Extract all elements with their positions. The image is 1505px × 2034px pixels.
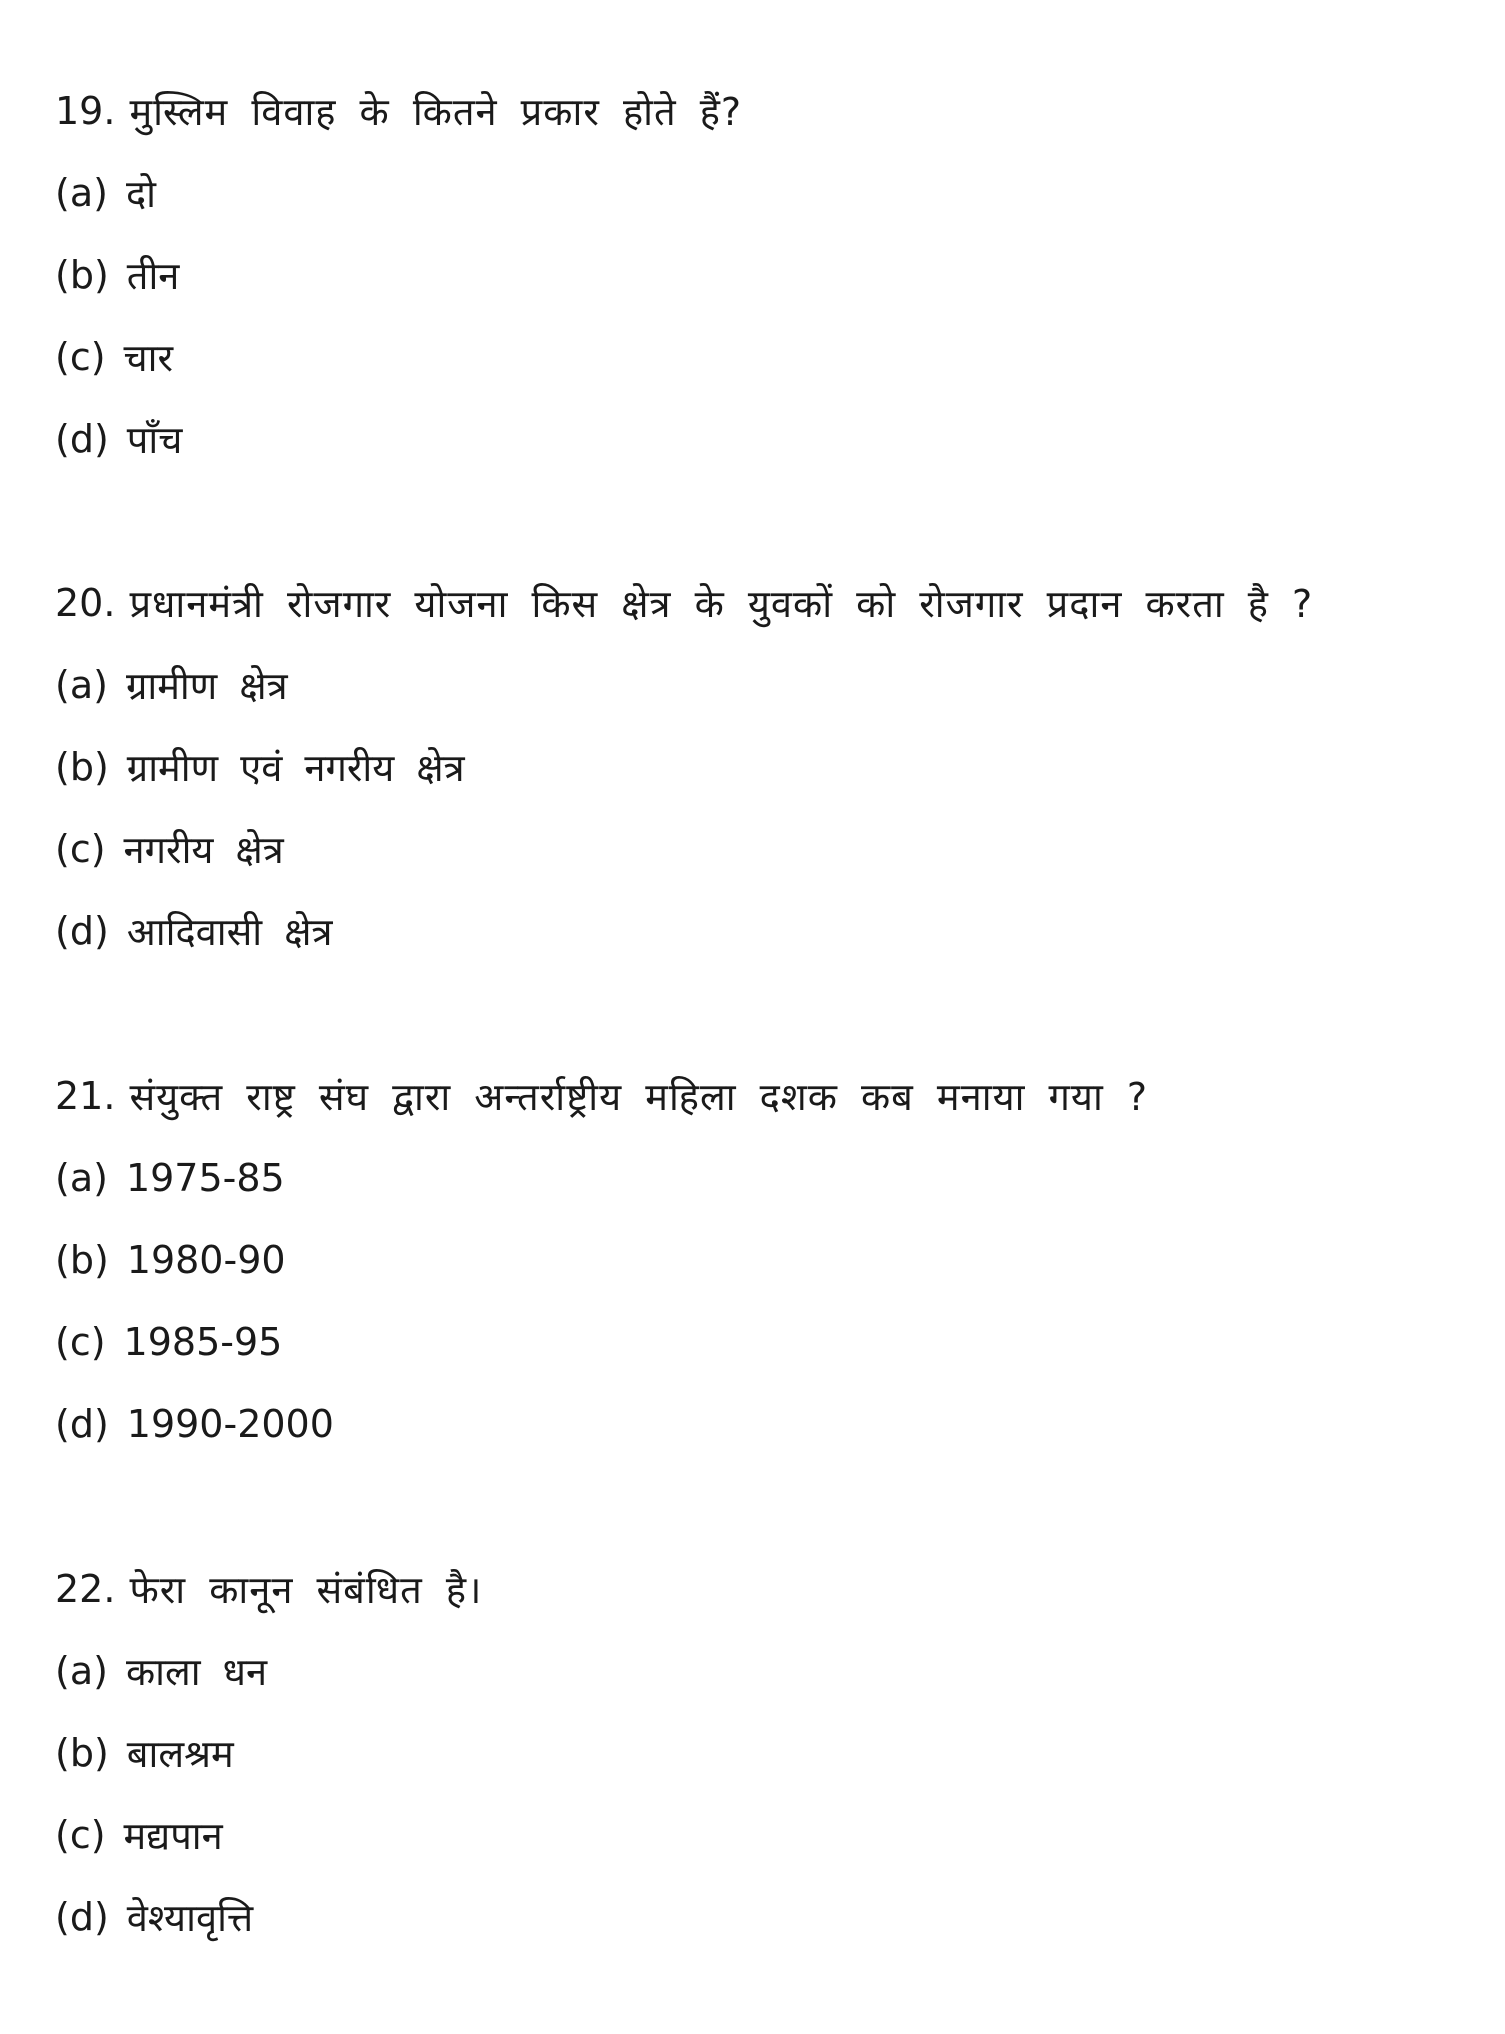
option-text: नगरीय क्षेत्र bbox=[123, 828, 284, 872]
option-a bbox=[55, 1137, 1475, 1219]
question-number: 22. bbox=[55, 1567, 116, 1611]
option-label: (b) bbox=[55, 745, 109, 789]
option-label: (b) bbox=[55, 253, 109, 297]
option-label: (c) bbox=[55, 1320, 106, 1364]
question-21 bbox=[55, 1055, 1475, 1465]
option-text: वेश्यावृत्ति bbox=[126, 1896, 254, 1940]
option-text: ग्रामीण क्षेत्र bbox=[125, 664, 288, 708]
option-label: (d) bbox=[55, 1402, 109, 1446]
option-a bbox=[55, 1630, 1475, 1712]
option-b bbox=[55, 1712, 1475, 1794]
option-text: बालश्रम bbox=[126, 1732, 234, 1776]
option-label: (a) bbox=[55, 1156, 108, 1200]
option-text: दो bbox=[125, 172, 156, 216]
option-text: मद्यपान bbox=[123, 1814, 223, 1858]
option-label: (c) bbox=[55, 827, 106, 871]
option-label: (d) bbox=[55, 909, 109, 953]
option-a bbox=[55, 152, 1475, 234]
option-c bbox=[55, 808, 1475, 890]
option-label: (b) bbox=[55, 1238, 109, 1282]
option-label: (b) bbox=[55, 1731, 109, 1775]
option-d bbox=[55, 890, 1475, 972]
option-text: आदिवासी क्षेत्र bbox=[126, 910, 333, 954]
option-label: (c) bbox=[55, 1813, 106, 1857]
option-text: चार bbox=[123, 336, 174, 380]
question-text: प्रधानमंत्री रोजगार योजना किस क्षेत्र के युवकों को रोजगार प्रदान करता है ? bbox=[129, 582, 1314, 626]
question-text: मुस्लिम विवाह के कितने प्रकार होते हैं? bbox=[129, 90, 743, 134]
question-text: संयुक्त राष्ट्र संघ द्वारा अन्तर्राष्ट्रीय महिला दशक कब मनाया गया ? bbox=[129, 1075, 1149, 1119]
question-line bbox=[55, 1055, 1475, 1137]
option-d bbox=[55, 1383, 1475, 1465]
question-number: 19. bbox=[55, 89, 116, 133]
question-number: 21. bbox=[55, 1074, 116, 1118]
option-c bbox=[55, 1794, 1475, 1876]
option-text: तीन bbox=[126, 254, 180, 298]
question-line bbox=[55, 1548, 1475, 1630]
question-20 bbox=[55, 562, 1475, 972]
option-label: (a) bbox=[55, 1649, 108, 1693]
option-c bbox=[55, 316, 1475, 398]
option-b bbox=[55, 1219, 1475, 1301]
question-text: फेरा कानून संबंधित है। bbox=[129, 1568, 483, 1612]
option-label: (d) bbox=[55, 1895, 109, 1939]
option-text: 1990-2000 bbox=[126, 1402, 334, 1446]
option-text: पाँच bbox=[126, 418, 183, 462]
question-line bbox=[55, 562, 1475, 644]
option-text: 1985-95 bbox=[123, 1320, 283, 1364]
option-b bbox=[55, 234, 1475, 316]
option-b bbox=[55, 726, 1475, 808]
option-c bbox=[55, 1301, 1475, 1383]
question-19 bbox=[55, 70, 1475, 480]
option-label: (a) bbox=[55, 663, 108, 707]
option-d bbox=[55, 1876, 1475, 1958]
option-text: काला धन bbox=[125, 1650, 268, 1694]
option-text: ग्रामीण एवं नगरीय क्षेत्र bbox=[126, 746, 465, 790]
option-text: 1975-85 bbox=[125, 1156, 285, 1200]
option-label: (c) bbox=[55, 335, 106, 379]
option-text: 1980-90 bbox=[126, 1238, 286, 1282]
option-d bbox=[55, 398, 1475, 480]
question-number: 20. bbox=[55, 581, 116, 625]
question-22 bbox=[55, 1548, 1475, 1958]
option-label: (d) bbox=[55, 417, 109, 461]
option-label: (a) bbox=[55, 171, 108, 215]
option-a bbox=[55, 644, 1475, 726]
question-line bbox=[55, 70, 1475, 152]
